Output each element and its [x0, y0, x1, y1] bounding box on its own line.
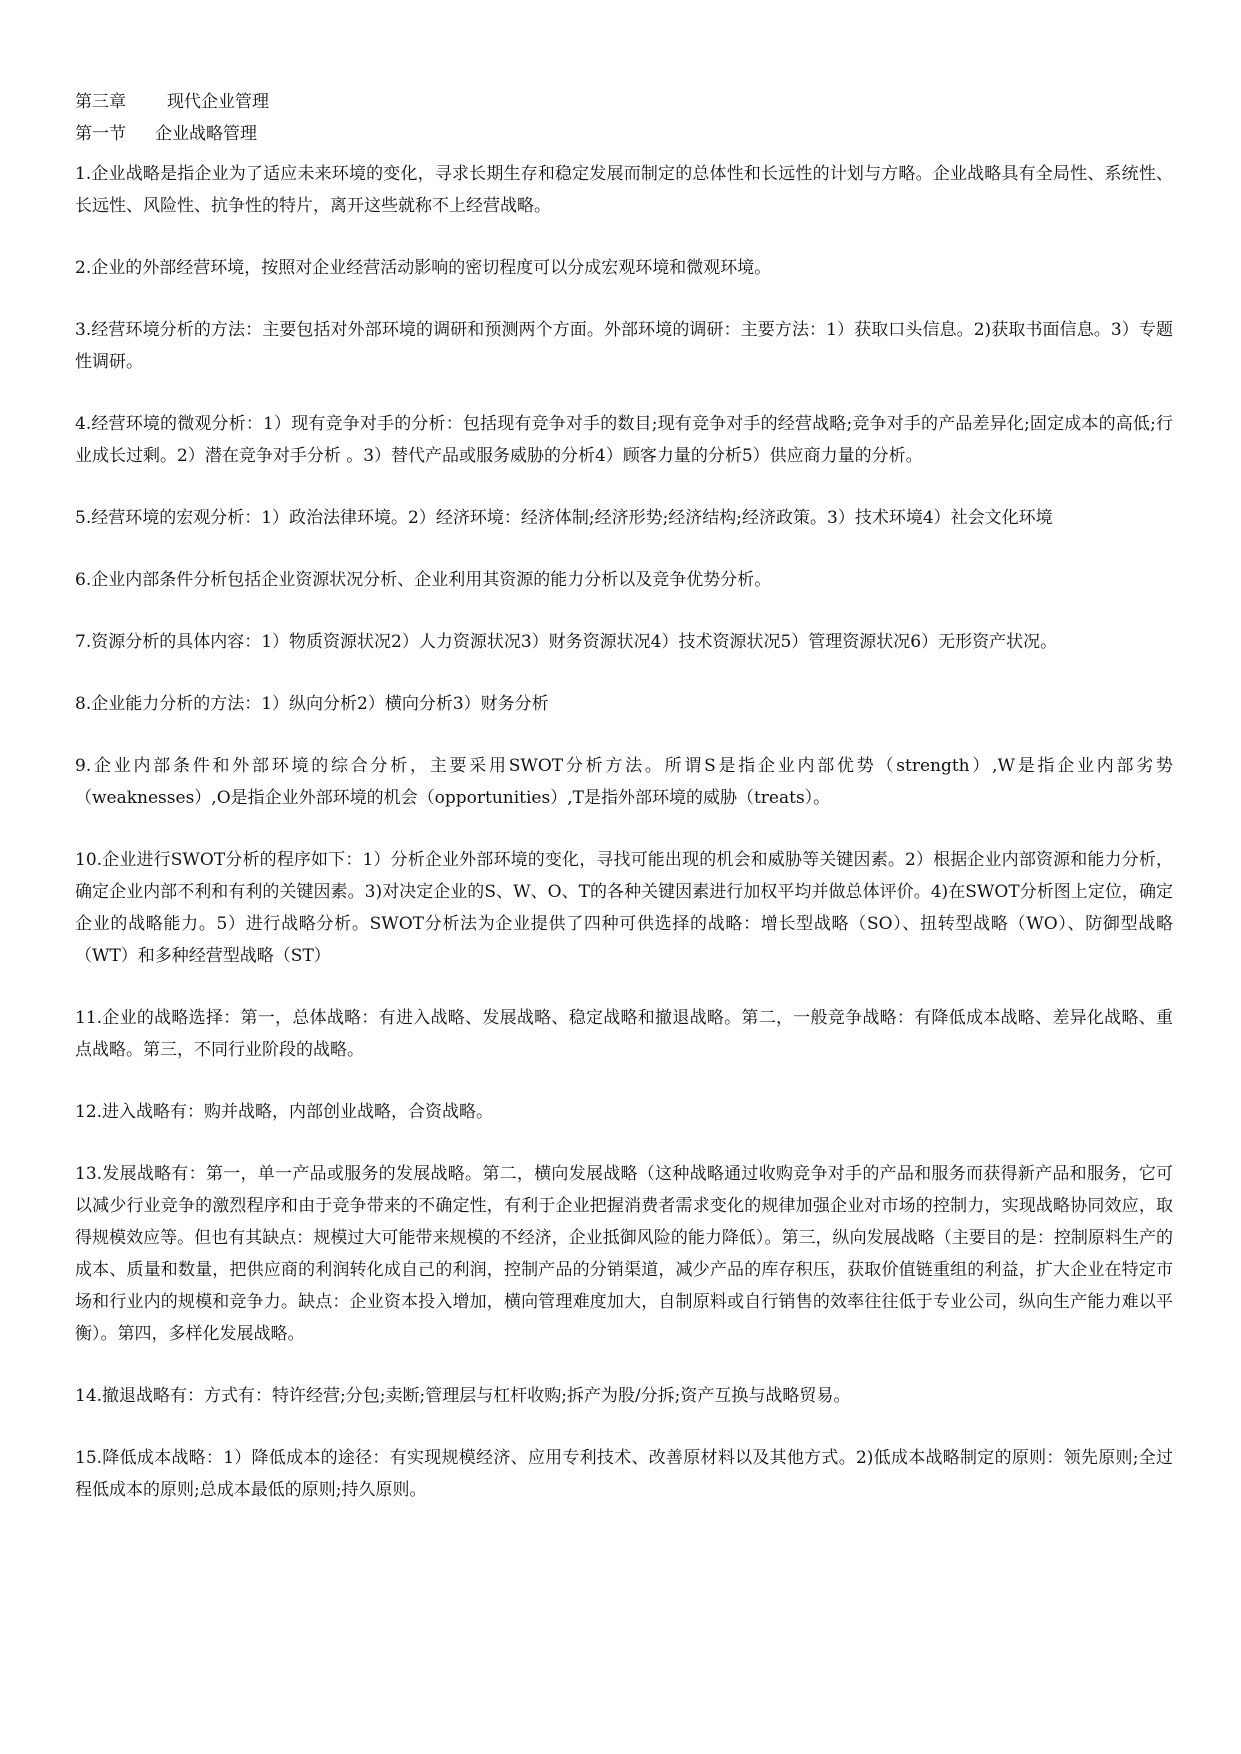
paragraph: 9.企业内部条件和外部环境的综合分析，主要采用SWOT分析方法。所谓S是指企业内部优势（strength）,W是指企业内部劣势（weaknesses）,O是指企业外部环境的机会（opportunities）,T是指外部环境的威胁（treats）。	[75, 756, 1173, 808]
paragraph: 4.经营环境的微观分析：1）现有竞争对手的分析：包括现有竞争对手的数目;现有竞争对手的经营战略;竞争对手的产品差异化;固定成本的高低;行业成长过剩。2）潜在竞争对手分析 。3）替代产品或服务威胁的分析4）顾客力量的分析5）供应商力量的分析。	[75, 414, 1173, 466]
paragraph: 13.发展战略有：第一，单一产品或服务的发展战略。第二，横向发展战略（这种战略通过收购竞争对手的产品和服务而获得新产品和服务，它可以减少行业竞争的激烈程序和由于竞争带来的不确定性，有利于企业把握消费者需求变化的规律加强企业对市场的控制力，实现战略协同效应，取得规模效应等。但也有其缺点：规模过大可能带来规模的不经济，企业抵御风险的能力降低）。第三，纵向发展战略（主要目的是：控制原料生产的成本、质量和数量，把供应商的利润转化成自己的利润，控制产品的分销渠道，减少产品的库存积压，获取价值链重组的利益，扩大企业在特定市场和行业内的规模和竞争力。缺点：企业资本投入增加，横向管理难度加大，自制原料或自行销售的效率往往低于专业公司，纵向生产能力难以平衡）。第四，多样化发展战略。	[75, 1164, 1173, 1344]
paragraph: 11.企业的战略选择：第一，总体战略：有进入战略、发展战略、稳定战略和撤退战略。第二，一般竞争战略：有降低成本战略、差异化战略、重点战略。第三，不同行业阶段的战略。	[75, 1008, 1173, 1060]
paragraph: 14.撤退战略有：方式有：特许经营;分包;卖断;管理层与杠杆收购;拆产为股/分拆;资产互换与战略贸易。	[75, 1386, 851, 1406]
chapter-number: 第三章	[75, 92, 126, 112]
paragraph: 15.降低成本战略：1）降低成本的途径：有实现规模经济、应用专利技术、改善原材料以及其他方式。2)低成本战略制定的原则：领先原则;全过程低成本的原则;总成本最低的原则;持久原则。	[75, 1448, 1173, 1500]
paragraph: 7.资源分析的具体内容：1）物质资源状况2）人力资源状况3）财务资源状况4）技术资源状况5）管理资源状况6）无形资产状况。	[75, 632, 1058, 652]
document-page	[75, 90, 1173, 1536]
chapter-title: 现代企业管理	[167, 92, 269, 112]
paragraph: 5.经营环境的宏观分析：1）政治法律环境。2）经济环境：经济体制;经济形势;经济结构;经济政策。3）技术环境4）社会文化环境	[75, 508, 1053, 528]
paragraph: 12.进入战略有：购并战略，内部创业战略，合资战略。	[75, 1102, 494, 1122]
chapter-heading	[75, 90, 1173, 122]
section-title: 企业战略管理	[155, 124, 257, 144]
section-number: 第一节	[75, 124, 126, 144]
paragraph: 8.企业能力分析的方法：1）纵向分析2）横向分析3）财务分析	[75, 694, 549, 714]
paragraph: 3.经营环境分析的方法：主要包括对外部环境的调研和预测两个方面。外部环境的调研：主要方法：1）获取口头信息。2)获取书面信息。3）专题性调研。	[75, 320, 1173, 372]
paragraph: 6.企业内部条件分析包括企业资源状况分析、企业利用其资源的能力分析以及竞争优势分析。	[75, 570, 772, 590]
paragraph: 10.企业进行SWOT分析的程序如下：1）分析企业外部环境的变化，寻找可能出现的机会和威胁等关键因素。2）根据企业内部资源和能力分析，确定企业内部不利和有利的关键因素。3)对决定企业的S、W、O、T的各种关键因素进行加权平均并做总体评价。4)在SWOT分析图上定位，确定企业的战略能力。5）进行战略分析。SWOT分析法为企业提供了四种可供选择的战略：增长型战略（SO）、扭转型战略（WO）、防御型战略（WT）和多种经营型战略（ST）	[75, 850, 1173, 966]
paragraph: 2.企业的外部经营环境，按照对企业经营活动影响的密切程度可以分成宏观环境和微观环境。	[75, 258, 772, 278]
paragraph: 1.企业战略是指企业为了适应未来环境的变化，寻求长期生存和稳定发展而制定的总体性和长远性的计划与方略。企业战略具有全局性、系统性、长远性、风险性、抗争性的特片，离开这些就称不上经营战略。	[75, 164, 1173, 216]
section-heading	[75, 122, 1173, 154]
